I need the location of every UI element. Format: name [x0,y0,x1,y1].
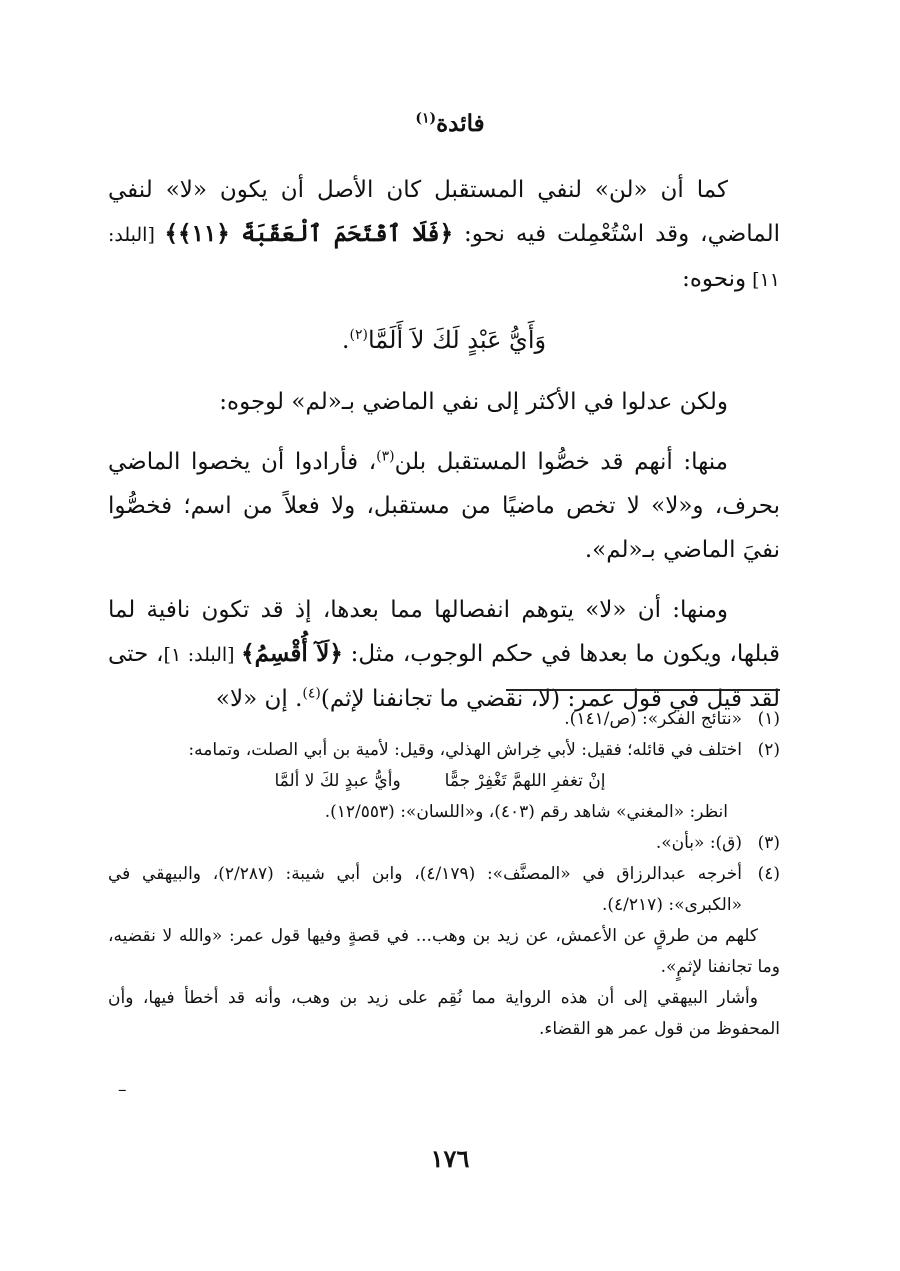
quran-ref-1: [البلد: ١١] [108,224,780,291]
quran-quote-1: ﴿فَلَا ٱقْتَحَمَ ٱلْعَقَبَةَ ﴿١١﴾﴾ [164,220,454,247]
section-title: فائدة$^{(١)}$ [415,110,485,137]
footnote-4-continuation-1: كلهم من طرقٍ عن الأعمش، عن زيد بن وهب... في قصةٍ وفيها قول عمر: «والله لا نقضيه، وما تجانفنا لإثمٍ». [108,926,780,977]
footnote-3: (٣) (ق): «بأن». [108,828,780,859]
verse-footnote-ref[interactable]: (٢) [349,327,368,343]
paragraph-2: ولكن عدلوا في الأكثر إلى نفي الماضي بـ«لم» لوجوه: [219,389,728,415]
footnote-poem: إنْ تغفرِ اللهمَّ تَغْفِرْ جمًّا وأيُّ عبدٍ لكَ لا ألمَّا [274,771,606,791]
paragraph-3: منها: أنهم قد خصُّوا المستقبل بلن$^{(٣)}$، فأرادوا أن يخصوا الماضي بحرف، و«لا» لا تخص ماضيًا من مستقبل، ولا فعلاً من اسم؛ فخصُّوا نفيَ الماضي بـ«لم». [108,448,780,563]
footnote-number: (٢) [757,740,780,760]
footnote-4: (٤) أخرجه عبدالرزاق في «المصنَّف»: (٤/١٧٩)، وابن أبي شيبة: (٢/٢٨٧)، والبيهقي في «الكبرى»: (٤/٢١٧). [108,859,780,921]
poetry-verse: وَأَيُّ عَبْدٍ لَكَ لاَ أَلَمَّا$^{(٢)}$. [341,326,547,354]
footnote-number: (١) [757,709,780,729]
footnote-number: (٣) [757,833,780,853]
title-footnote-ref[interactable]: (١) [415,110,437,127]
footnote-4-continuation-2: وأشار البيهقي إلى أن هذه الرواية مما نُقِم على زيد بن وهب، وأنه قد أخطأ فيها، وأن المحفوظ من قول عمر هو القضاء. [108,988,780,1039]
quran-ref-2: [البلد: ١] [163,644,242,666]
p3-footnote-ref[interactable]: (٣) [376,448,395,465]
paragraph-1: كما أن «لن» لنفي المستقبل كان الأصل أن يكون «لا» لنفي الماضي، وقد اسْتُعْمِلت فيه نحو: ﴿فَلَا ٱقْتَحَمَ ٱلْعَقَبَةَ ﴿١١﴾﴾ [البلد: ١١] ونحوه: [108,177,780,292]
footnote-divider [506,689,780,691]
footnote-2: (٢) اختلف في قائله؛ فقيل: لأبي خِراش الهذلي، وقيل: لأمية بن أبي الصلت، وتمامه: إنْ تغفرِ اللهمَّ تَغْفِرْ جمًّا وأيُّ عبدٍ لكَ لا ألمَّا انظر: «المغني» شاهد رقم (٤٠٣)، و«اللسان»: (١٢/٥٥٣). [108,735,780,828]
main-text [108,168,780,737]
quran-quote-2: ﴿لَآ أُقْسِمُ﴾ [241,640,343,667]
footnote-source: انظر: «المغني» شاهد رقم (٤٠٣)، و«اللسان»: (١٢/٥٥٣). [324,802,728,822]
page-number: ١٧٦ [430,1144,470,1173]
paragraph-4: ومنها: أن «لا» يتوهم انفصالها مما بعدها، إذ قد تكون نافية لما قبلها، ويكون ما بعدها في حكم الوجوب، مثل: ﴿لَآ أُقْسِمُ﴾ [البلد: ١]، حتى لقد قيل في قول عمر: (لا، نقضي ما تجانفنا لإثم)$^{(٤)}$. إن «لا» [108,597,780,712]
margin-mark: – [118,1080,127,1100]
footnote-number: (٤) [757,864,780,884]
footnotes [108,704,780,1045]
footnote-1: (١) «نتائج الفكر»: (ص/١٤١). [108,704,780,735]
p4-footnote-ref[interactable]: (٤) [302,685,321,702]
